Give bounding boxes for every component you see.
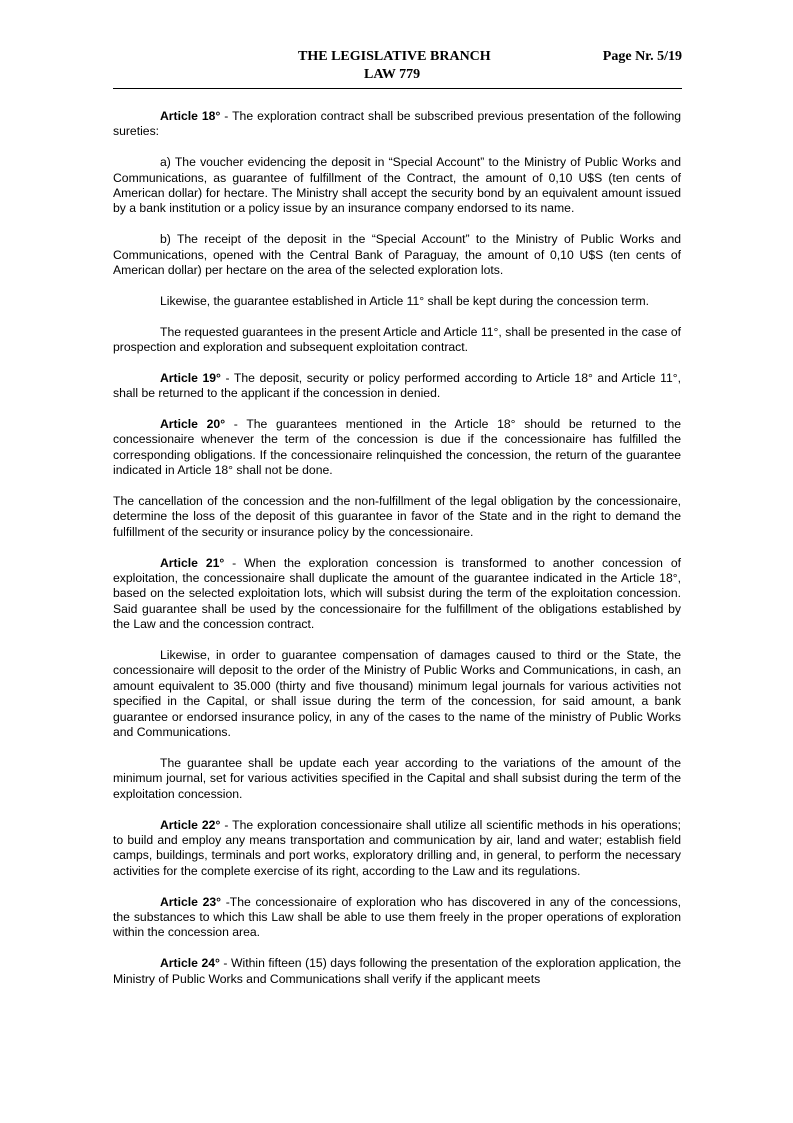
paragraph [113, 109, 681, 140]
document-body [113, 109, 681, 1002]
paragraph [113, 325, 681, 356]
paragraph [113, 818, 681, 880]
paragraph-text: a) The voucher evidencing the deposit in “Special Account” to the Ministry of Public Works and Communications, as guarantee of fulfillment of the Contract, the amount of 0,10 U$S (ten cents of American dollar) for hectare. The Ministry shall accept the security bond by an equivalent amount issued by a bank institution or a policy issue by an insurance company endorsed to its name. [113, 155, 681, 216]
paragraph [113, 556, 681, 633]
paragraph-text: Likewise, in order to guarantee compensation of damages caused to third or the State, the concessionaire will deposit to the order of the Ministry of Public Works and Communications, in cash, an amount equivalent to 35.000 (thirty and five thousand) minimum legal journals for various activities not specified in the Capital, or shall issue during the term of the concession, for said amount, a bank guarantee or endorsed insurance policy, in any of the cases to the name of the ministry of Public Works and Communications. [113, 648, 681, 740]
paragraph [113, 956, 681, 987]
paragraph-text: - The exploration contract shall be subscribed previous presentation of the following sureties: [113, 109, 682, 139]
paragraph [113, 371, 681, 402]
article-label: Article 23° [160, 894, 222, 909]
article-label: Article 20° [160, 417, 226, 432]
paragraph [113, 648, 681, 740]
paragraph-text: The cancellation of the concession and the non-fulfillment of the legal obligation by the concessionaire, determine the loss of the deposit of this guarantee in favor of the State and in the right to demand the fulfillment of the security or insurance policy by the concessionaire. [113, 494, 681, 539]
paragraph-text: - The guarantees mentioned in the Article 18° should be returned to the concessionaire whenever the term of the concession is due if the concessionaire has fulfilled the corresponding obligations. If the concessionaire relinquished the concession, the return of the guarantee indicated in Article 18° shall not be done. [113, 417, 682, 478]
paragraph-text: b) The receipt of the deposit in the “Special Account” to the Ministry of Public Works and Communications, opened with the Central Bank of Paraguay, the amount of 0,10 U$S (ten cents of American dollar) per hectare on the area of the selected exploration lots. [113, 232, 681, 278]
article-label: Article 19° [160, 370, 221, 385]
article-label: Article 24° [160, 956, 220, 971]
paragraph-text: -The concessionaire of exploration who has discovered in any of the concessions, the substances to which this Law shall be able to use them freely in the proper operations of exploration within the concession area. [113, 894, 681, 940]
header-rule [113, 88, 682, 89]
law-number: LAW 779 [364, 67, 421, 82]
paragraph-text: The guarantee shall be update each year according to the variations of the amount of the minimum journal, set for various activities specified in the Capital and shall subsist during the term of the exploitation concession. [113, 755, 681, 801]
paragraph-text: - When the exploration concession is transformed to another concession of exploitation, the concessionaire shall duplicate the amount of the guarantee indicated in the Article 18°, based on the selected exploitation lots, which will subsist during the term of the exploitation concession. Said guarantee shall be used by the concessionaire for the fulfillment of the obligations established by the Law and the concession contract. [113, 555, 681, 632]
article-label: Article 18° [160, 109, 221, 123]
paragraph [113, 494, 681, 540]
paragraph [113, 895, 681, 941]
paragraph-text: The requested guarantees in the present Article and Article 11°, shall be presented in the case of prospection and exploration and subsequent exploitation contract. [113, 324, 681, 355]
paragraph-text: Likewise, the guarantee established in Article 11° shall be kept during the concession term. [160, 293, 650, 308]
paragraph [113, 417, 681, 479]
paragraph-text: - The exploration concessionaire shall utilize all scientific methods in his operations; to build and employ any means transportation and communication by air, land and water; establish field camps, buildings, terminals and port works, exploratory drilling and, in general, to perform the necessary activities for the complete exercise of its right, according to the Law and its regulations. [113, 817, 682, 878]
paragraph-text: - The deposit, security or policy performed according to Article 18° and Article 11°, shall be returned to the applicant if the concession in denied. [113, 370, 681, 401]
page-number: Page Nr. 5/19 [602, 49, 682, 64]
paragraph [113, 756, 681, 802]
article-label: Article 21° [160, 555, 225, 570]
header-title: THE LEGISLATIVE BRANCH [298, 49, 491, 64]
paragraph [113, 294, 681, 309]
paragraph [113, 232, 681, 278]
paragraph [113, 155, 681, 217]
page-header [113, 49, 682, 89]
article-label: Article 22° [160, 817, 221, 832]
paragraph-text: - Within fifteen (15) days following the presentation of the exploration application, the Ministry of Public Works and Communications shall verify if the applicant meets [113, 956, 681, 986]
